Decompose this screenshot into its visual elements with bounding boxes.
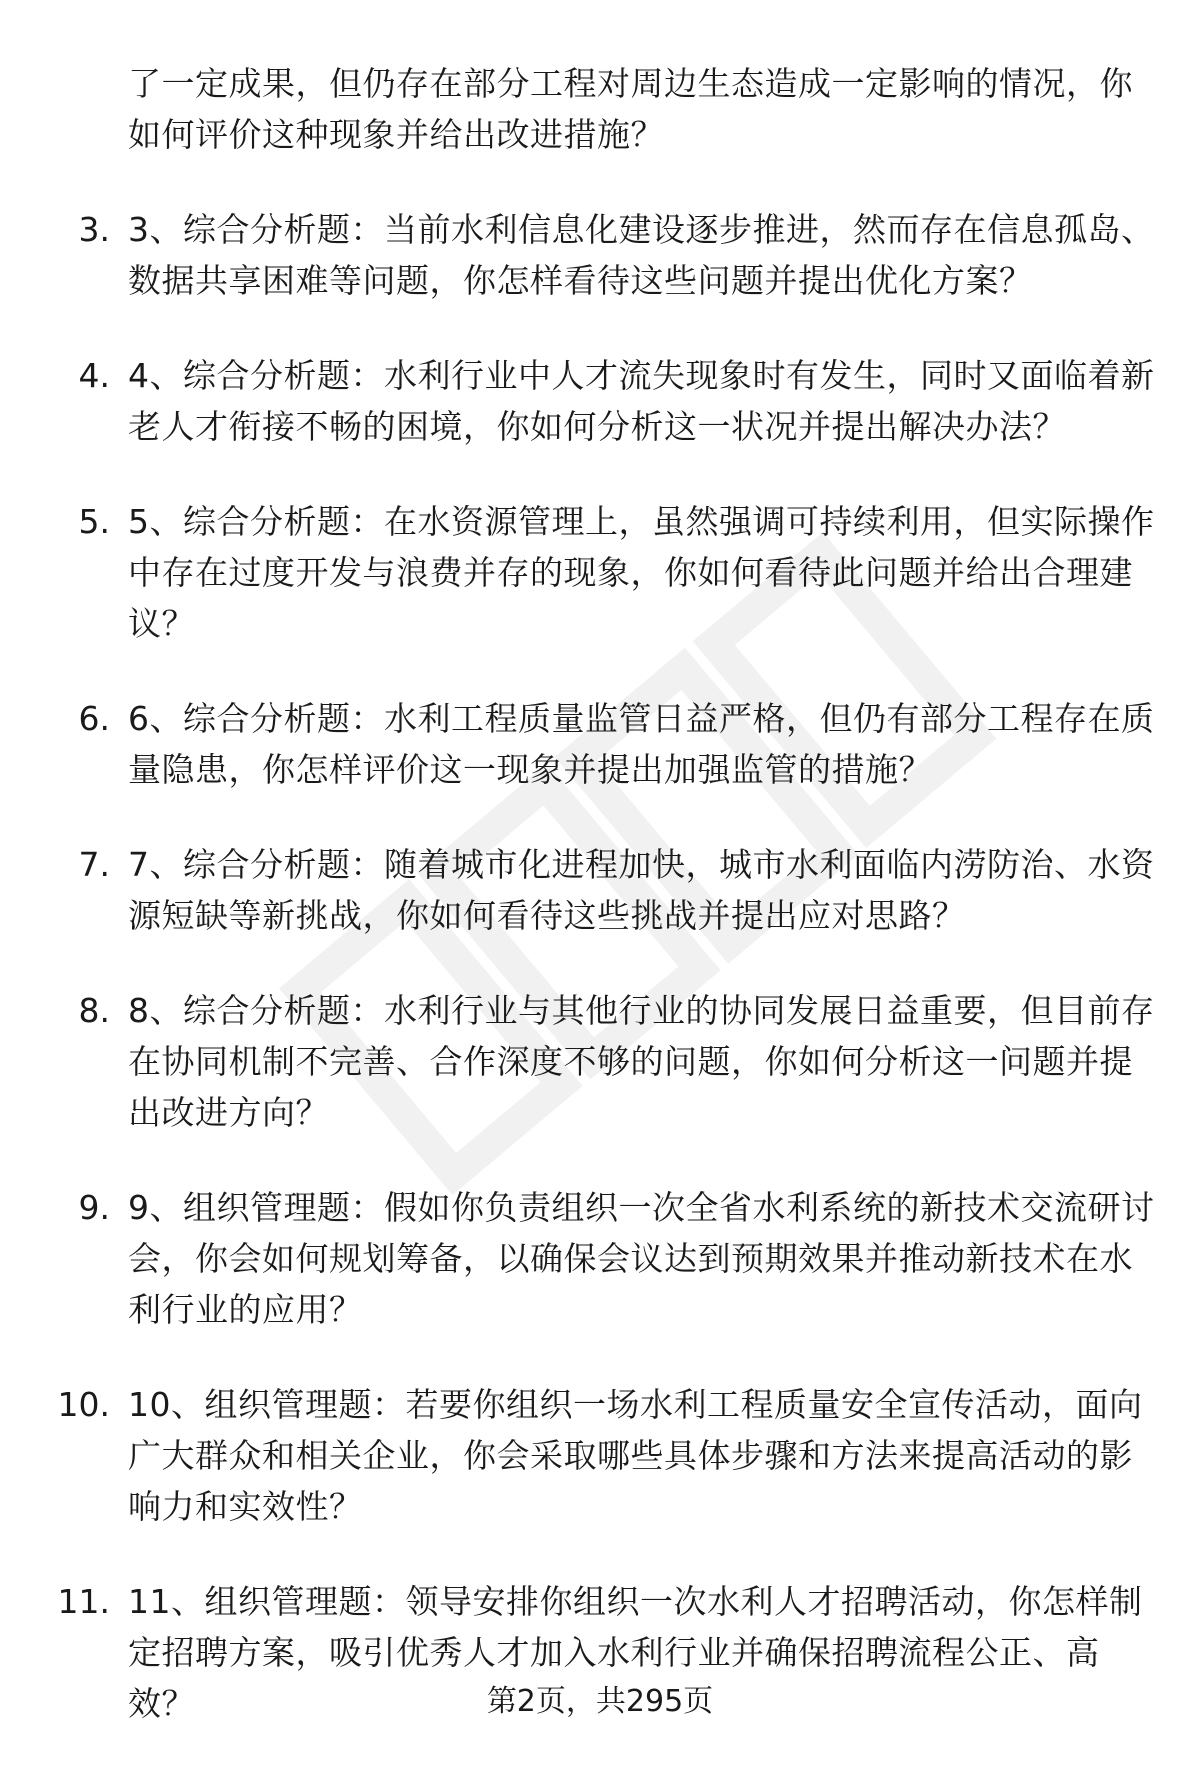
question-number: 10. (57, 1385, 110, 1424)
question-number: 7. (78, 845, 110, 884)
question-item (0, 693, 1200, 795)
question-text: 3、综合分析题：当前水利信息化建设逐步推进，然而存在信息孤岛、数据共享困难等问题，你怎样看待这些问题并提出优化方案？ (128, 210, 1155, 300)
question-list (0, 58, 1200, 1773)
question-text: 9、组织管理题：假如你负责组织一次全省水利系统的新技术交流研讨会，你会如何规划筹备，以确保会议达到预期效果并推动新技术在水利行业的应用？ (128, 1188, 1155, 1329)
question-number: 5. (78, 502, 110, 541)
question-number: 4. (78, 356, 110, 395)
question-number: 8. (78, 991, 110, 1030)
question-text: 5、综合分析题：在水资源管理上，虽然强调可持续利用，但实际操作中存在过度开发与浪费并存的现象，你如何看待此问题并给出合理建议？ (128, 502, 1155, 643)
question-text: 6、综合分析题：水利工程质量监管日益严格，但仍有部分工程存在质量隐患，你怎样评价这一现象并提出加强监管的措施？ (128, 699, 1155, 789)
question-text: 了一定成果，但仍存在部分工程对周边生态造成一定影响的情况，你如何评价这种现象并给出改进措施？ (128, 64, 1133, 154)
question-text: 11、组织管理题：领导安排你组织一次水利人才招聘活动，你怎样制定招聘方案，吸引优秀人才加入水利行业并确保招聘流程公正、高效？ (128, 1582, 1143, 1723)
question-number: 9. (78, 1188, 110, 1227)
question-text: 10、组织管理题：若要你组织一场水利工程质量安全宣传活动，面向广大群众和相关企业，你会采取哪些具体步骤和方法来提高活动的影响力和实效性？ (128, 1385, 1143, 1526)
question-number: 3. (78, 210, 110, 249)
question-text: 7、综合分析题：随着城市化进程加快，城市水利面临内涝防治、水资源短缺等新挑战，你如何看待这些挑战并提出应对思路？ (128, 845, 1155, 935)
question-item (0, 985, 1200, 1138)
question-text: 8、综合分析题：水利行业与其他行业的协同发展日益重要，但目前存在协同机制不完善、合作深度不够的问题，你如何分析这一问题并提出改进方向？ (128, 991, 1155, 1132)
question-item (0, 1379, 1200, 1532)
question-number: 6. (78, 699, 110, 738)
continued-question (0, 58, 1200, 160)
question-item (0, 839, 1200, 941)
page-number-footer: 第2页，共295页 (486, 1684, 714, 1719)
question-item (0, 1182, 1200, 1335)
question-item (0, 204, 1200, 306)
question-item (0, 350, 1200, 452)
question-number: 11. (57, 1582, 110, 1621)
question-item (0, 496, 1200, 649)
question-text: 4、综合分析题：水利行业中人才流失现象时有发生，同时又面临着新老人才衔接不畅的困境，你如何分析这一状况并提出解决办法？ (128, 356, 1155, 446)
